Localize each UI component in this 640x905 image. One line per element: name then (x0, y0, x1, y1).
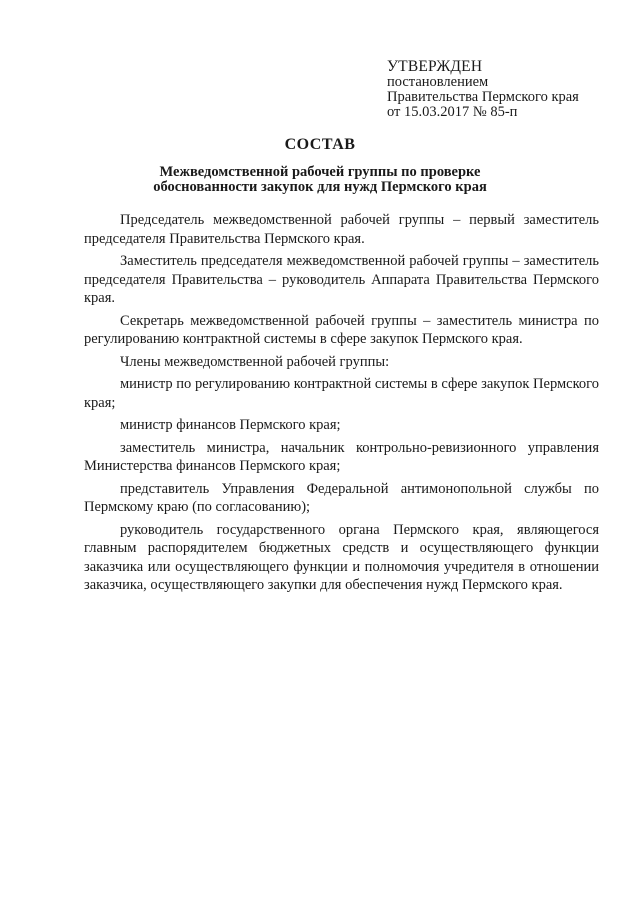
approval-line-date-number: от 15.03.2017 № 85-п (387, 104, 518, 120)
approval-line-government: Правительства Пермского края (387, 89, 579, 105)
paragraph-members-heading: Члены межведомственной рабочей группы: (120, 353, 390, 370)
paragraph-secretary: Секретарь межведомственной рабочей группы – заместитель министра по регулированию контрактной системы в сфере закупок Пермского края. (84, 312, 599, 347)
document-body (84, 211, 599, 599)
paragraph-member-deputy-minister: заместитель министра, начальник контрольно-ревизионного управления Министерства финансов Пермского края; (84, 439, 599, 474)
paragraph-member-agency-head: руководитель государственного органа Пермского края, являющегося главным распорядителем бюджетных средств и осуществляющего функции заказчика или осуществляющего функции и полномочия учредителя в отношении заказчика, осуществляющего закупки для обеспечения нужд Пермского края. (84, 521, 599, 593)
paragraph-member-minister-contract: министр по регулированию контрактной системы в сфере закупок Пермского края; (84, 376, 599, 411)
subtitle-line-2: обоснованности закупок для нужд Пермского края (153, 179, 487, 195)
document-title: СОСТАВ (284, 136, 356, 153)
approval-heading: УТВЕРЖДЕН (387, 58, 483, 75)
paragraph-member-minister-finance: министр финансов Пермского края; (120, 417, 341, 433)
subtitle-line-1: Межведомственной рабочей группы по проверке (159, 164, 481, 180)
paragraph-deputy-chairman: Заместитель председателя межведомственной рабочей группы – заместитель председателя Правительства – руководитель Аппарата Правительства Пермского края. (84, 253, 599, 306)
approval-stamp (387, 58, 627, 120)
approval-line-decree: постановлением (387, 74, 489, 90)
paragraph-member-fas-representative: представитель Управления Федеральной антимонопольной службы по Пермскому краю (по согласованию); (84, 480, 599, 515)
document-subtitle (0, 165, 640, 195)
paragraph-chairman: Председатель межведомственной рабочей группы – первый заместитель председателя Правительства Пермского края. (84, 212, 599, 247)
